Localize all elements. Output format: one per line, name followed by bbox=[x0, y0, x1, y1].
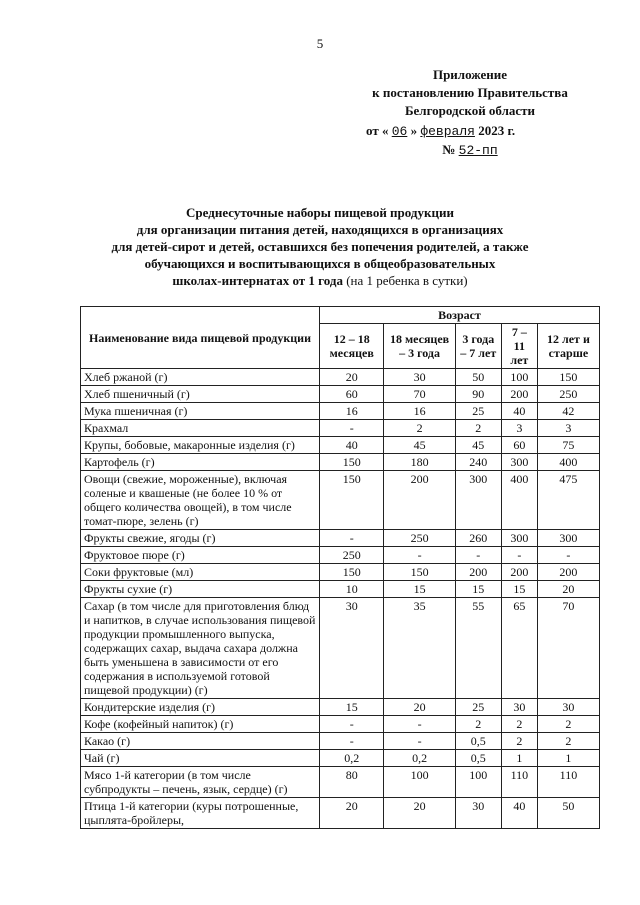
value-cell: 0,5 bbox=[455, 750, 501, 767]
value-cell: 30 bbox=[537, 699, 599, 716]
title-line-3: для детей-сирот и детей, оставшихся без попечения родителей, а также bbox=[111, 239, 529, 254]
value-cell: 35 bbox=[384, 598, 455, 699]
age-column-header: 7 – 11 лет bbox=[501, 324, 537, 369]
age-column-header: 3 года – 7 лет bbox=[455, 324, 501, 369]
value-cell: - bbox=[455, 547, 501, 564]
value-cell: 200 bbox=[455, 564, 501, 581]
value-cell: 0,2 bbox=[320, 750, 384, 767]
table-row bbox=[81, 454, 600, 471]
product-name-cell: Фрукты сухие (г) bbox=[81, 581, 320, 598]
age-group-header: Возраст bbox=[320, 307, 600, 324]
value-cell: 0,2 bbox=[384, 750, 455, 767]
product-name-cell: Какао (г) bbox=[81, 733, 320, 750]
value-cell: 2 bbox=[455, 716, 501, 733]
title-line-1: Среднесуточные наборы пищевой продукции bbox=[186, 205, 454, 220]
value-cell: 30 bbox=[320, 598, 384, 699]
product-name-cell: Птица 1-й категории (куры потрошенные, цыплята-бройлеры, bbox=[81, 798, 320, 829]
title-line-5-suffix: (на 1 ребенка в сутки) bbox=[346, 273, 468, 288]
value-cell: 40 bbox=[320, 437, 384, 454]
value-cell: 20 bbox=[384, 699, 455, 716]
appendix-line-2: Белгородской области bbox=[404, 103, 536, 118]
date-year: 2023 bbox=[478, 123, 505, 138]
appendix-number-line bbox=[340, 141, 600, 160]
product-name-cell: Фруктовое пюре (г) bbox=[81, 547, 320, 564]
value-cell: 2 bbox=[501, 733, 537, 750]
food-norms-table bbox=[80, 306, 600, 829]
product-name-cell: Фрукты свежие, ягоды (г) bbox=[81, 530, 320, 547]
value-cell: 60 bbox=[501, 437, 537, 454]
value-cell: 100 bbox=[501, 369, 537, 386]
table-row bbox=[81, 386, 600, 403]
date-day: 06 bbox=[391, 124, 408, 139]
value-cell: 200 bbox=[537, 564, 599, 581]
product-name-cell: Хлеб ржаной (г) bbox=[81, 369, 320, 386]
value-cell: 300 bbox=[455, 471, 501, 530]
table-row bbox=[81, 420, 600, 437]
value-cell: 100 bbox=[384, 767, 455, 798]
value-cell: - bbox=[384, 733, 455, 750]
value-cell: 3 bbox=[501, 420, 537, 437]
value-cell: - bbox=[384, 547, 455, 564]
value-cell: 25 bbox=[455, 699, 501, 716]
value-cell: - bbox=[384, 716, 455, 733]
value-cell: 110 bbox=[537, 767, 599, 798]
appendix-title: Приложение bbox=[432, 67, 508, 82]
table-row bbox=[81, 471, 600, 530]
value-cell: 200 bbox=[501, 386, 537, 403]
value-cell: - bbox=[320, 530, 384, 547]
product-name-cell: Соки фруктовые (мл) bbox=[81, 564, 320, 581]
value-cell: 1 bbox=[501, 750, 537, 767]
value-cell: - bbox=[501, 547, 537, 564]
value-cell: 30 bbox=[455, 798, 501, 829]
value-cell: 200 bbox=[384, 471, 455, 530]
table-row bbox=[81, 437, 600, 454]
number-prefix: № bbox=[442, 142, 456, 157]
value-cell: 250 bbox=[320, 547, 384, 564]
value-cell: 150 bbox=[320, 454, 384, 471]
value-cell: 50 bbox=[455, 369, 501, 386]
value-cell: 0,5 bbox=[455, 733, 501, 750]
value-cell: 250 bbox=[537, 386, 599, 403]
value-cell: 300 bbox=[537, 530, 599, 547]
value-cell: 25 bbox=[455, 403, 501, 420]
value-cell: 75 bbox=[537, 437, 599, 454]
value-cell: 150 bbox=[320, 471, 384, 530]
value-cell: 250 bbox=[384, 530, 455, 547]
product-name-cell: Кондитерские изделия (г) bbox=[81, 699, 320, 716]
appendix-block bbox=[340, 66, 600, 160]
title-line-2: для организации питания детей, находящихся в организациях bbox=[136, 222, 504, 237]
value-cell: 42 bbox=[537, 403, 599, 420]
name-column-header: Наименование вида пищевой продукции bbox=[81, 307, 320, 369]
table-body bbox=[81, 369, 600, 829]
document-number: 52-пп bbox=[458, 143, 498, 158]
product-name-cell: Мясо 1-й категории (в том числе субпродукты – печень, язык, сердце) (г) bbox=[81, 767, 320, 798]
product-name-cell: Мука пшеничная (г) bbox=[81, 403, 320, 420]
value-cell: 45 bbox=[384, 437, 455, 454]
document-title bbox=[60, 204, 580, 289]
value-cell: 10 bbox=[320, 581, 384, 598]
table-row bbox=[81, 547, 600, 564]
value-cell: 30 bbox=[501, 699, 537, 716]
value-cell: 300 bbox=[501, 530, 537, 547]
table-row bbox=[81, 564, 600, 581]
value-cell: 60 bbox=[320, 386, 384, 403]
value-cell: 2 bbox=[501, 716, 537, 733]
date-mid: » bbox=[410, 123, 418, 138]
table-row bbox=[81, 716, 600, 733]
table-row bbox=[81, 369, 600, 386]
value-cell: 15 bbox=[320, 699, 384, 716]
value-cell: 70 bbox=[537, 598, 599, 699]
value-cell: 20 bbox=[384, 798, 455, 829]
value-cell: 2 bbox=[537, 733, 599, 750]
table-row bbox=[81, 750, 600, 767]
value-cell: 15 bbox=[501, 581, 537, 598]
value-cell: 1 bbox=[537, 750, 599, 767]
value-cell: 55 bbox=[455, 598, 501, 699]
appendix-date-line bbox=[340, 122, 600, 141]
product-name-cell: Картофель (г) bbox=[81, 454, 320, 471]
table-row bbox=[81, 798, 600, 829]
value-cell: 40 bbox=[501, 798, 537, 829]
product-name-cell: Кофе (кофейный напиток) (г) bbox=[81, 716, 320, 733]
table-row bbox=[81, 403, 600, 420]
appendix-line-1: к постановлению Правительства bbox=[372, 85, 568, 100]
age-column-header: 18 месяцев – 3 года bbox=[384, 324, 455, 369]
value-cell: - bbox=[320, 420, 384, 437]
age-column-header: 12 – 18 месяцев bbox=[320, 324, 384, 369]
value-cell: 30 bbox=[384, 369, 455, 386]
title-line-4: обучающихся и воспитывающихся в общеобразовательных bbox=[144, 256, 496, 271]
table-row bbox=[81, 530, 600, 547]
value-cell: 150 bbox=[384, 564, 455, 581]
page-number: 5 bbox=[316, 36, 324, 51]
value-cell: 400 bbox=[501, 471, 537, 530]
product-name-cell: Сахар (в том числе для приготовления блюд и напитков, в случае использования пищевой продукции промышленного выпуска, содержащих сахар, выдача сахара должна быть уменьшена в зависимости от его содержания в используемой готовой пищевой продукции) (г) bbox=[81, 598, 320, 699]
value-cell: 50 bbox=[537, 798, 599, 829]
product-name-cell: Крупы, бобовые, макаронные изделия (г) bbox=[81, 437, 320, 454]
value-cell: 20 bbox=[537, 581, 599, 598]
value-cell: - bbox=[320, 733, 384, 750]
title-line-5 bbox=[60, 272, 580, 289]
value-cell: 475 bbox=[537, 471, 599, 530]
value-cell: 16 bbox=[320, 403, 384, 420]
value-cell: 80 bbox=[320, 767, 384, 798]
value-cell: 100 bbox=[455, 767, 501, 798]
value-cell: 16 bbox=[384, 403, 455, 420]
value-cell: 260 bbox=[455, 530, 501, 547]
table-row bbox=[81, 581, 600, 598]
value-cell: 20 bbox=[320, 798, 384, 829]
date-month: февраля bbox=[420, 124, 475, 139]
value-cell: 15 bbox=[384, 581, 455, 598]
product-name-cell: Чай (г) bbox=[81, 750, 320, 767]
product-name-cell: Хлеб пшеничный (г) bbox=[81, 386, 320, 403]
value-cell: 2 bbox=[384, 420, 455, 437]
value-cell: 150 bbox=[320, 564, 384, 581]
value-cell: 2 bbox=[455, 420, 501, 437]
date-prefix: от « bbox=[366, 123, 389, 138]
value-cell: 300 bbox=[501, 454, 537, 471]
value-cell: - bbox=[320, 716, 384, 733]
product-name-cell: Овощи (свежие, мороженные), включая соленые и квашеные (не более 10 % от общего количества овощей), в том числе томат-пюре, зелень (г) bbox=[81, 471, 320, 530]
value-cell: 110 bbox=[501, 767, 537, 798]
value-cell: 65 bbox=[501, 598, 537, 699]
date-year-suffix: г. bbox=[507, 123, 516, 138]
value-cell: 180 bbox=[384, 454, 455, 471]
value-cell: 240 bbox=[455, 454, 501, 471]
table-row bbox=[81, 767, 600, 798]
age-column-header: 12 лет и старше bbox=[537, 324, 599, 369]
table-row bbox=[81, 598, 600, 699]
value-cell: 45 bbox=[455, 437, 501, 454]
value-cell: 40 bbox=[501, 403, 537, 420]
value-cell: 3 bbox=[537, 420, 599, 437]
product-name-cell: Крахмал bbox=[81, 420, 320, 437]
value-cell: 200 bbox=[501, 564, 537, 581]
value-cell: 400 bbox=[537, 454, 599, 471]
title-line-5-main: школах-интернатах от 1 года bbox=[172, 273, 343, 288]
value-cell: 150 bbox=[537, 369, 599, 386]
value-cell: 20 bbox=[320, 369, 384, 386]
value-cell: 15 bbox=[455, 581, 501, 598]
value-cell: 2 bbox=[537, 716, 599, 733]
value-cell: - bbox=[537, 547, 599, 564]
value-cell: 70 bbox=[384, 386, 455, 403]
table-row bbox=[81, 733, 600, 750]
value-cell: 90 bbox=[455, 386, 501, 403]
table-row bbox=[81, 699, 600, 716]
